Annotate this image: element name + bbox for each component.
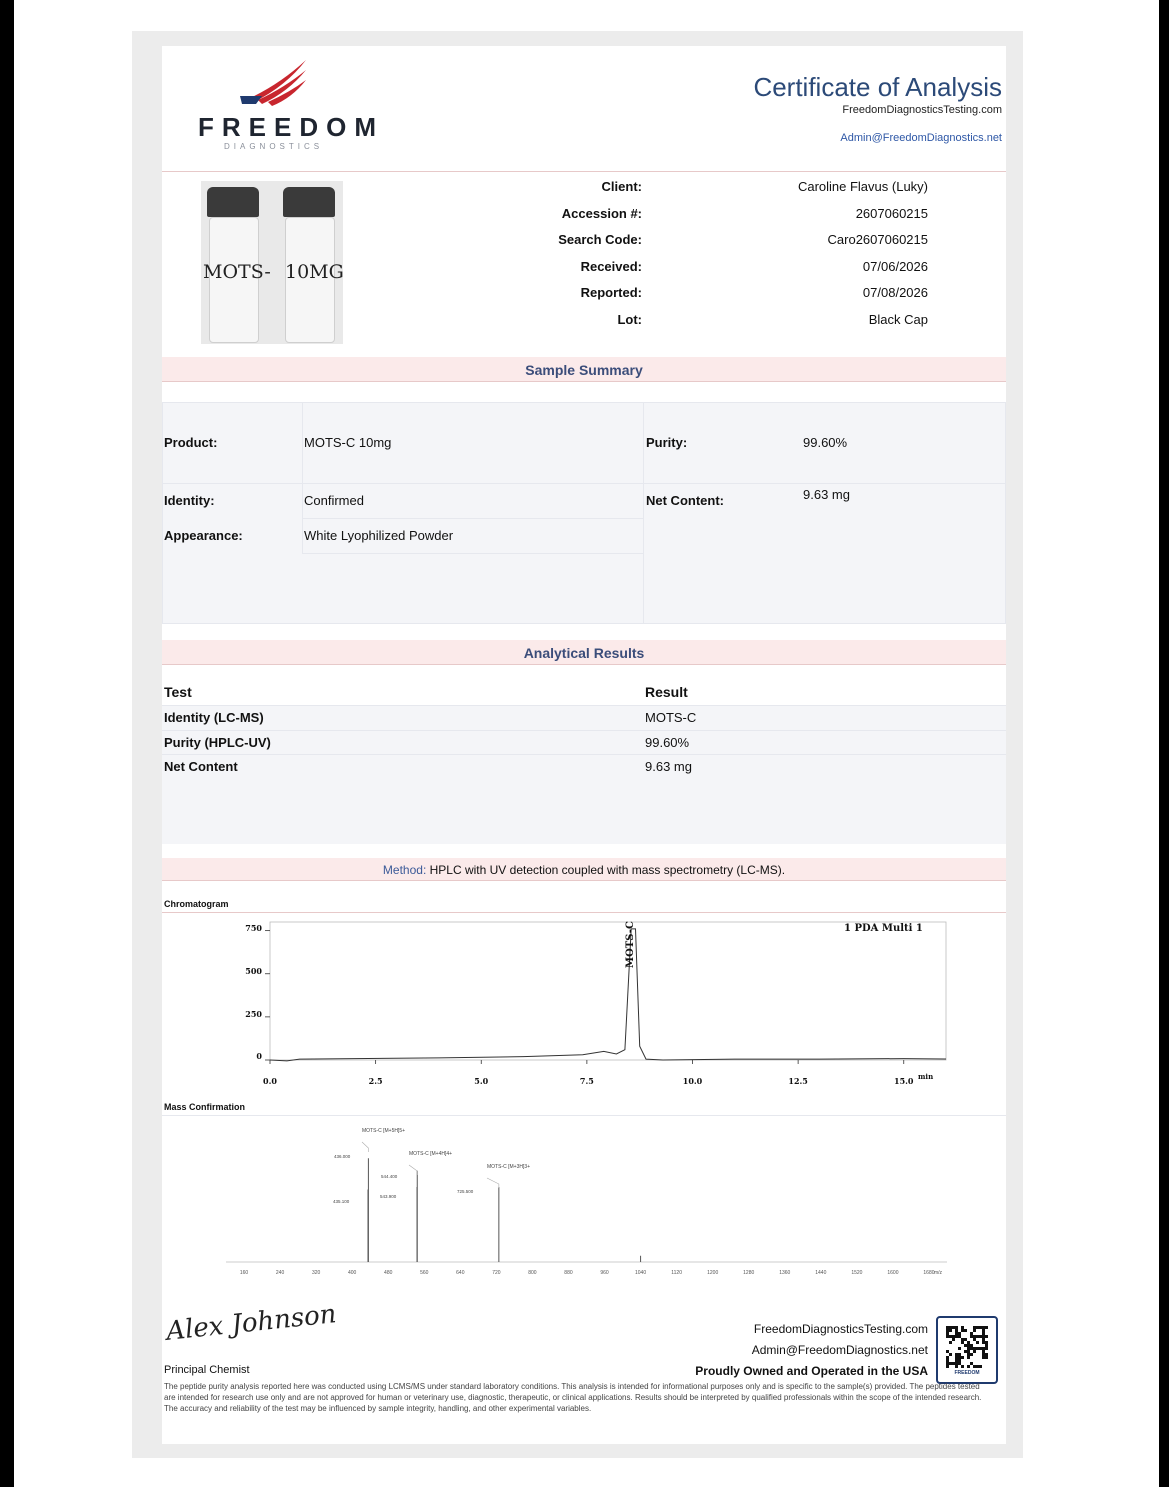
qr-module [973,1350,976,1353]
detector-label: 1 PDA Multi 1 [844,923,923,934]
qr-module [982,1332,985,1335]
qr-module [970,1335,973,1338]
qr-module [985,1335,988,1338]
x-tick: 2.5 [368,1076,383,1086]
qr-module [970,1347,973,1350]
footer-website[interactable]: FreedomDiagnosticsTesting.com [753,1322,928,1336]
sample-summary-title: Sample Summary [525,362,643,378]
brand-subtitle: DIAGNOSTICS [224,142,324,151]
qr-module [946,1335,949,1338]
qr-module [976,1326,979,1329]
qr-module [973,1338,976,1341]
chromatogram-label: Chromatogram [164,899,229,909]
mz-tick: 1200 [707,1270,719,1276]
lot-value: Black Cap [868,311,928,327]
qr-module [976,1347,979,1350]
qr-module [985,1347,988,1350]
mz-tick: 1520 [851,1270,863,1276]
results-row-divider [162,730,1006,731]
result-value-net: 9.63 mg [645,759,692,774]
reported-label: Reported: [580,285,642,300]
qr-module [979,1365,982,1368]
chromatogram-x-ticks [162,1076,1006,1092]
mz-tick: 800 [528,1270,537,1276]
product-value: MOTS-C 10mg [304,435,392,450]
result-test-net: Net Content [164,759,238,774]
qr-module [946,1362,949,1365]
mz-tick: 640 [456,1270,465,1276]
qr-module [955,1329,958,1332]
summary-row-divider [302,518,643,519]
y-tick: 0 [256,1051,262,1061]
qr-module [961,1338,964,1341]
qr-module [985,1356,988,1359]
ion-label: MOTS-C [M+5H]5+ [362,1128,406,1134]
mz-tick: 1680 [923,1270,935,1276]
qr-module [955,1362,958,1365]
received-value: 07/06/2026 [862,258,928,274]
result-value-purity: 99.60% [645,735,690,750]
qr-module [976,1365,979,1368]
vial-label-right: 10MG [285,261,344,283]
vial-cap [207,187,259,217]
qr-module [955,1359,958,1362]
qr-module [982,1326,985,1329]
qr-module [967,1350,970,1353]
qr-module [949,1353,952,1356]
qr-module [970,1344,973,1347]
freedom-logo-icon [240,56,310,108]
signature: Alex Johnson [164,1299,338,1347]
brand-name: FREEDOM [198,112,384,142]
ion-label: MOTS-C [M+4H]4+ [409,1151,453,1157]
appearance-value: White Lyophilized Powder [304,528,454,543]
client-info-values [722,178,928,337]
signer-title: Principal Chemist [164,1364,250,1376]
qr-module [961,1365,964,1368]
x-tick: 15.0 [894,1076,914,1086]
chromatogram-trace [270,929,946,1061]
qr-module [964,1344,967,1347]
qr-module [967,1353,970,1356]
result-test-identity: Identity (LC-MS) [164,710,264,725]
summary-row-divider [302,553,643,554]
method-line [162,863,1006,877]
x-tick: 5.0 [474,1076,489,1086]
qr-module [979,1335,982,1338]
qr-module [958,1362,961,1365]
qr-module [985,1341,988,1344]
y-tick: 500 [245,966,262,976]
received-label: Received: [580,258,642,274]
qr-module [973,1335,976,1338]
search-code-label: Search Code: [558,232,642,247]
qr-module [946,1326,949,1329]
y-tick: 750 [245,923,262,933]
result-value-identity: MOTS-C [645,710,697,725]
header-website: FreedomDiagnosticsTesting.com [842,104,1002,116]
qr-module [949,1362,952,1365]
mz-tick: 960 [600,1270,609,1276]
qr-module [979,1347,982,1350]
certificate-page [162,46,1006,1444]
qr-module [973,1326,976,1329]
qr-module [961,1326,964,1329]
results-col-test: Test [164,684,192,700]
qr-module [949,1341,952,1344]
qr-module [955,1326,958,1329]
qr-module [973,1347,976,1350]
results-col-result: Result [645,684,688,700]
mass-x-ticks [162,1270,1006,1280]
chromatogram-frame [270,922,946,1060]
mz-label: 544.400 [381,1174,398,1179]
mz-tick: 400 [348,1270,357,1276]
result-test-purity: Purity (HPLC-UV) [164,735,271,750]
qr-module [955,1353,958,1356]
qr-module [946,1359,949,1362]
qr-module [973,1329,976,1332]
qr-module [952,1326,955,1329]
mz-tick: 720 [492,1270,501,1276]
qr-module [955,1356,958,1359]
search-code-value: Caro2607060215 [827,232,928,247]
summary-row-divider [162,483,643,484]
client-label: Client: [601,179,642,194]
qr-module [985,1353,988,1356]
mz-tick: 1440 [815,1270,827,1276]
client-info-labels [502,178,642,337]
qr-module [955,1332,958,1335]
mz-label: 435.100 [333,1199,350,1204]
mz-label: 725.500 [457,1189,474,1194]
qr-module [952,1362,955,1365]
vial-cap [283,187,335,217]
summary-col-divider [643,402,644,624]
qr-module [982,1353,985,1356]
qr-module [949,1329,952,1332]
appearance-label: Appearance: [164,528,243,543]
mz-tick: 560 [420,1270,429,1276]
qr-module [961,1341,964,1344]
mz-tick: 240 [275,1270,285,1276]
x-tick: 0.0 [263,1076,277,1086]
qr-module [976,1341,979,1344]
mz-tick: 1360 [779,1270,791,1276]
qr-module [976,1335,979,1338]
qr-module [946,1356,949,1359]
qr-code-icon [944,1326,990,1368]
header-email-link[interactable]: Admin@FreedomDiagnostics.net [840,132,1002,144]
summary-col-divider [302,402,303,554]
qr-module [985,1326,988,1329]
mz-unit: m/z [934,1270,943,1276]
qr-module [955,1335,958,1338]
qr-module [958,1356,961,1359]
analytical-results-title: Analytical Results [523,645,645,661]
qr-module [982,1356,985,1359]
mz-tick: 320 [311,1270,321,1276]
qr-module [973,1365,976,1368]
qr-module [970,1353,973,1356]
vial-label-left: MOTS- [203,261,271,283]
qr-module [970,1332,973,1335]
document-title: Certificate of Analysis [753,72,1002,102]
product-label: Product: [164,435,218,450]
mz-label: 543.900 [380,1194,397,1199]
chromatogram-axes [265,922,946,1064]
net-content-value: 9.63 mg [803,487,850,502]
mass-confirmation-label: Mass Confirmation [164,1102,246,1112]
reported-value: 07/08/2026 [862,285,928,300]
qr-module [967,1341,970,1344]
net-content-label: Net Content: [646,493,724,508]
purity-label: Purity: [646,435,688,450]
qr-module [982,1335,985,1338]
qr-module [946,1332,949,1335]
chromatogram-divider [162,912,1006,913]
product-photo [201,181,343,344]
mz-tick: 880 [564,1270,573,1276]
header-divider [162,171,1006,172]
qr-module [952,1335,955,1338]
qr-module [961,1356,964,1359]
x-tick: 10.0 [682,1076,703,1086]
y-tick: 250 [245,1009,262,1019]
mz-tick: 1040 [635,1270,647,1276]
identity-value: Confirmed [304,493,364,508]
qr-module [964,1338,967,1341]
sample-summary-table [162,402,1006,624]
mz-tick: 1280 [743,1270,755,1276]
disclaimer: The peptide purity analysis reported here was conducted using LCMS/MS under standard laboratory conditions. This analysis is intended for informational purposes only and is specific to the sample(s) provided. The peptides tested are intended for research use only and are not approved for human or veterinary use, diagnostic, therapeutic, or clinical applications. Results should be interpreted by qualified professionals within the scope of the intended research. The accuracy and reliability of the test may be influenced by sample integrity, handling, and other experimental variables. [164,1382,982,1413]
qr-module [985,1344,988,1347]
qr-module [958,1353,961,1356]
mass-peak-labels [162,1116,1006,1276]
qr-module [961,1329,964,1332]
method-text: HPLC with UV detection coupled with mass spectrometry (LC-MS). [429,863,786,877]
qr-caption: FREEDOM [954,1370,980,1376]
qr-module [964,1350,967,1353]
qr-module [958,1332,961,1335]
mz-tick: 1120 [671,1270,682,1276]
qr-module [982,1329,985,1332]
qr-module [982,1347,985,1350]
x-unit: min [918,1072,934,1081]
client-value: Caroline Flavus (Luky) [797,179,928,194]
qr-module [949,1335,952,1338]
qr-module [949,1326,952,1329]
results-row-divider [162,754,1006,755]
results-header-row [162,680,1006,705]
ion-label: MOTS-C [M+3H]3+ [487,1164,531,1170]
mz-label: 436.000 [334,1154,351,1159]
qr-module [964,1329,967,1332]
mz-tick: 480 [384,1270,393,1276]
footer-tagline: Proudly Owned and Operated in the USA [695,1364,928,1378]
lot-label: Lot: [617,311,642,327]
peak-label: MOTS-C [625,921,636,968]
qr-module [955,1365,958,1368]
identity-label: Identity: [164,493,215,508]
qr-module [967,1347,970,1350]
qr-module [958,1347,961,1350]
mz-tick: 1600 [887,1270,899,1276]
summary-row-divider [643,483,1006,484]
qr-module [982,1338,985,1341]
qr-module [967,1365,970,1368]
qr-module [967,1356,970,1359]
qr-module [958,1359,961,1362]
purity-value: 99.60% [803,435,848,450]
accession-value: 2607060215 [855,205,928,221]
x-tick: 12.5 [788,1076,808,1086]
qr-module [979,1326,982,1329]
method-label: Method: [382,863,427,877]
qr-module [952,1338,955,1341]
qr-module [970,1362,973,1365]
qr-module [958,1335,961,1338]
qr-module [982,1341,985,1344]
qr-module [967,1344,970,1347]
x-tick: 7.5 [579,1076,594,1086]
qr-module [946,1329,949,1332]
accession-label: Accession #: [561,205,642,221]
mz-tick: 160 [239,1270,249,1276]
qr-module [946,1365,949,1368]
qr-module [946,1350,949,1353]
qr-code[interactable] [936,1316,998,1384]
footer-email[interactable]: Admin@FreedomDiagnostics.net [751,1343,928,1357]
qr-module [982,1350,985,1353]
results-row-divider [162,705,1006,706]
